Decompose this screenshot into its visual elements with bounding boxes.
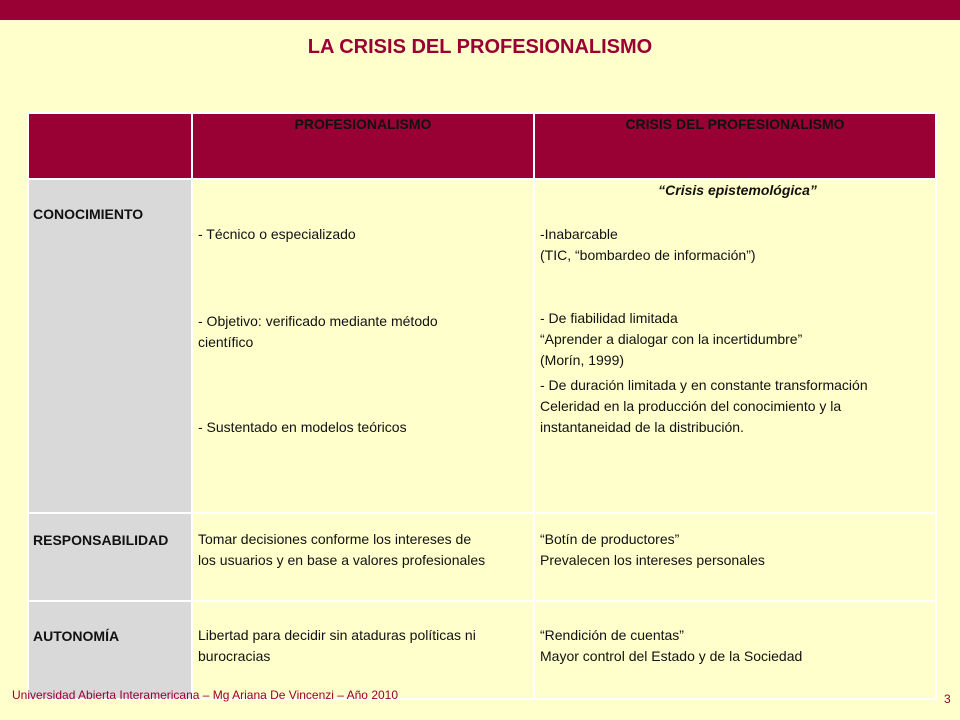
page-title: LA CRISIS DEL PROFESIONALISMO [307, 36, 653, 58]
auto-crisis-line2: Mayor control del Estado y de la Sociedad [540, 648, 803, 664]
crisis-heading: “Crisis epistemológica” [658, 182, 817, 198]
crisis-tic: (TIC, “bombardeo de información”) [540, 247, 756, 263]
cell-conocimiento-crisis [534, 179, 936, 513]
crisis-morin: (Morín, 1999) [540, 352, 625, 368]
cell-responsabilidad-crisis [534, 513, 936, 601]
row-label-autonomia: AUTONOMÍA [28, 601, 192, 699]
crisis-duracion: - De duración limitada y en constante transformación [540, 377, 868, 393]
crisis-aprender: “Aprender a dialogar con la incertidumbre” [540, 331, 803, 347]
header-profesionalismo: PROFESIONALISMO [192, 113, 534, 179]
table-row-responsabilidad [28, 513, 936, 601]
table-row-autonomia [28, 601, 936, 699]
table-header-row [28, 113, 936, 179]
prof-tecnico: - Técnico o especializado [198, 226, 356, 242]
resp-crisis-line2: Prevalecen los intereses personales [540, 552, 765, 568]
auto-prof-line2: burocracias [198, 648, 271, 664]
resp-crisis-line1: “Botín de productores” [540, 531, 680, 547]
crisis-instantaneidad: instantaneidad de la distribución. [540, 419, 744, 435]
row-label-conocimiento: CONOCIMIENTO [28, 179, 192, 513]
header-crisis: CRISIS DEL PROFESIONALISMO [534, 113, 936, 179]
top-banner [0, 0, 960, 20]
resp-prof-line1: Tomar decisiones conforme los intereses de [198, 531, 472, 547]
crisis-inabarcable: -Inabarcable [540, 226, 618, 242]
cell-autonomia-prof [192, 601, 534, 699]
resp-prof-line2: los usuarios y en base a valores profesionales [198, 552, 486, 568]
crisis-celeridad: Celeridad en la producción del conocimiento y la [540, 398, 842, 414]
prof-sustentado: - Sustentado en modelos teóricos [198, 419, 407, 435]
header-empty [28, 113, 192, 179]
page-number: 3 [944, 692, 951, 706]
table-row-conocimiento [28, 179, 936, 513]
comparison-table [27, 112, 937, 700]
prof-objetivo: - Objetivo: verificado mediante método [198, 313, 438, 329]
cell-conocimiento-prof [192, 179, 534, 513]
cell-responsabilidad-prof [192, 513, 534, 601]
row-label-responsabilidad: RESPONSABILIDAD [28, 513, 192, 601]
crisis-fiabilidad: - De fiabilidad limitada [540, 310, 678, 326]
prof-objetivo-cont: científico [198, 334, 254, 350]
auto-crisis-line1: “Rendición de cuentas” [540, 627, 684, 643]
footer-credit: Universidad Abierta Interamericana – Mg Ariana De Vincenzi – Año 2010 [12, 688, 399, 702]
cell-autonomia-crisis [534, 601, 936, 699]
auto-prof-line1: Libertad para decidir sin ataduras políticas ni [198, 627, 476, 643]
